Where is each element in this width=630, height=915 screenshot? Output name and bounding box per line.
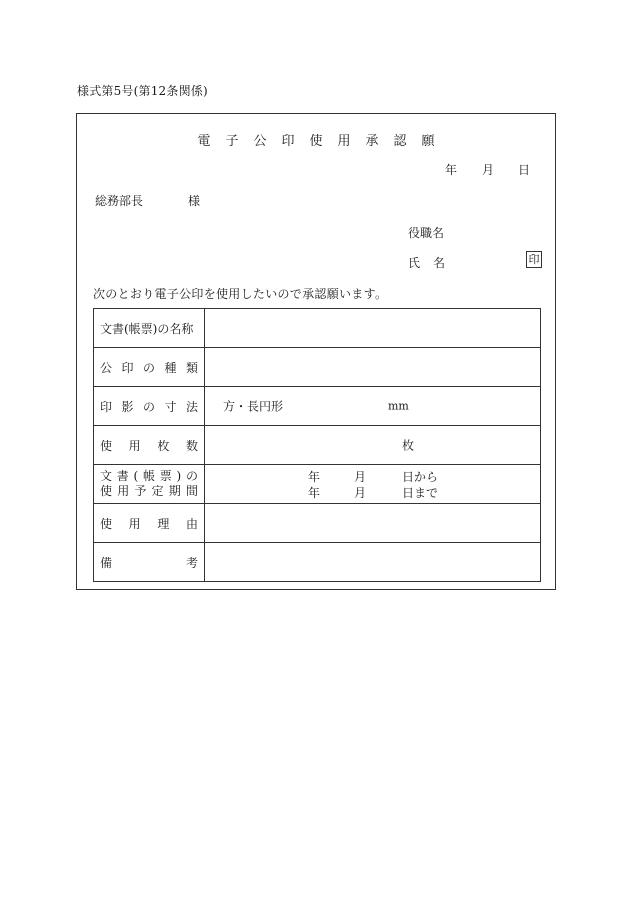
- usage-count-value[interactable]: [205, 426, 541, 465]
- date-month-label: 月: [482, 163, 495, 177]
- label-char: 印: [100, 399, 113, 414]
- label-char: (: [133, 469, 139, 483]
- application-form: [76, 113, 556, 590]
- label-char: 用: [128, 438, 141, 453]
- label-char: 枚: [157, 438, 170, 453]
- millimeter-unit: mm: [388, 399, 409, 413]
- label-char: 種: [164, 360, 177, 375]
- label-char: 類: [185, 360, 198, 375]
- table-row-usage-count: [94, 426, 541, 465]
- period-end: 年 月 日まで: [308, 486, 439, 500]
- label-char: 帳: [142, 469, 155, 483]
- table-row-document-name: [94, 309, 541, 348]
- usage-period-label: [94, 465, 205, 504]
- label-char: 影: [121, 399, 134, 414]
- label-char: の: [142, 399, 155, 414]
- period-start: 年 月 日から: [308, 470, 439, 484]
- label-char: 票: [159, 469, 172, 483]
- label-char: 定: [151, 484, 164, 498]
- form-number: 様式第5号(第12条関係): [77, 84, 208, 98]
- label-char: 使: [100, 516, 113, 531]
- remarks-label: [94, 543, 205, 582]
- seal-type-value[interactable]: [205, 348, 541, 387]
- request-statement: 次のとおり電子公印を使用したいので承認願います。: [93, 287, 388, 301]
- table-row-seal-dimensions: [94, 387, 541, 426]
- reason-value[interactable]: [205, 504, 541, 543]
- label-char: 印: [121, 360, 134, 375]
- details-table: [93, 308, 541, 582]
- label-char: 由: [185, 516, 198, 531]
- usage-count-label: [94, 426, 205, 465]
- seal-dimensions-label: [94, 387, 205, 426]
- label-char: 使: [100, 484, 113, 498]
- label-char: 使: [100, 438, 113, 453]
- remarks-value[interactable]: [205, 543, 541, 582]
- document-name-label: 文書(帳票)の名称: [94, 309, 205, 348]
- label-char: 用: [128, 516, 141, 531]
- date-day-label: 日: [518, 163, 531, 177]
- name-label: 氏名: [408, 256, 459, 270]
- label-char: 法: [185, 399, 198, 414]
- table-row-reason: [94, 504, 541, 543]
- addressee-name: 総務部長: [95, 194, 144, 208]
- label-char: 期: [168, 484, 181, 498]
- date-year-label: 年: [445, 163, 458, 177]
- seal-shape-text: 方・長円形: [223, 399, 284, 414]
- label-char: 用: [117, 484, 130, 498]
- addressee-honorific: 様: [188, 194, 201, 208]
- label-char: 数: [185, 438, 198, 453]
- reason-label: [94, 504, 205, 543]
- seal-mark: 印: [526, 251, 542, 268]
- table-row-remarks: [94, 543, 541, 582]
- label-char: の: [185, 469, 198, 483]
- label-char: 考: [185, 555, 198, 570]
- label-char: 書: [116, 469, 129, 483]
- table-row-usage-period: [94, 465, 541, 504]
- document-name-value[interactable]: [205, 309, 541, 348]
- table-row-seal-type: [94, 348, 541, 387]
- label-char: 文: [100, 469, 113, 483]
- label-char: 備: [100, 555, 113, 570]
- seal-dimensions-value[interactable]: [205, 387, 541, 426]
- label-char: 理: [157, 516, 170, 531]
- label-char: ): [176, 469, 182, 483]
- label-char: 寸: [164, 399, 177, 414]
- usage-period-value[interactable]: [205, 465, 541, 504]
- sheet-count-unit: 枚: [402, 438, 415, 453]
- label-char: 間: [185, 484, 198, 498]
- seal-type-label: [94, 348, 205, 387]
- label-char: の: [142, 360, 155, 375]
- form-title: 電子公印使用承認願: [197, 134, 450, 149]
- label-char: 公: [100, 360, 113, 375]
- position-label: 役職名: [408, 226, 445, 240]
- label-char: 予: [134, 484, 147, 498]
